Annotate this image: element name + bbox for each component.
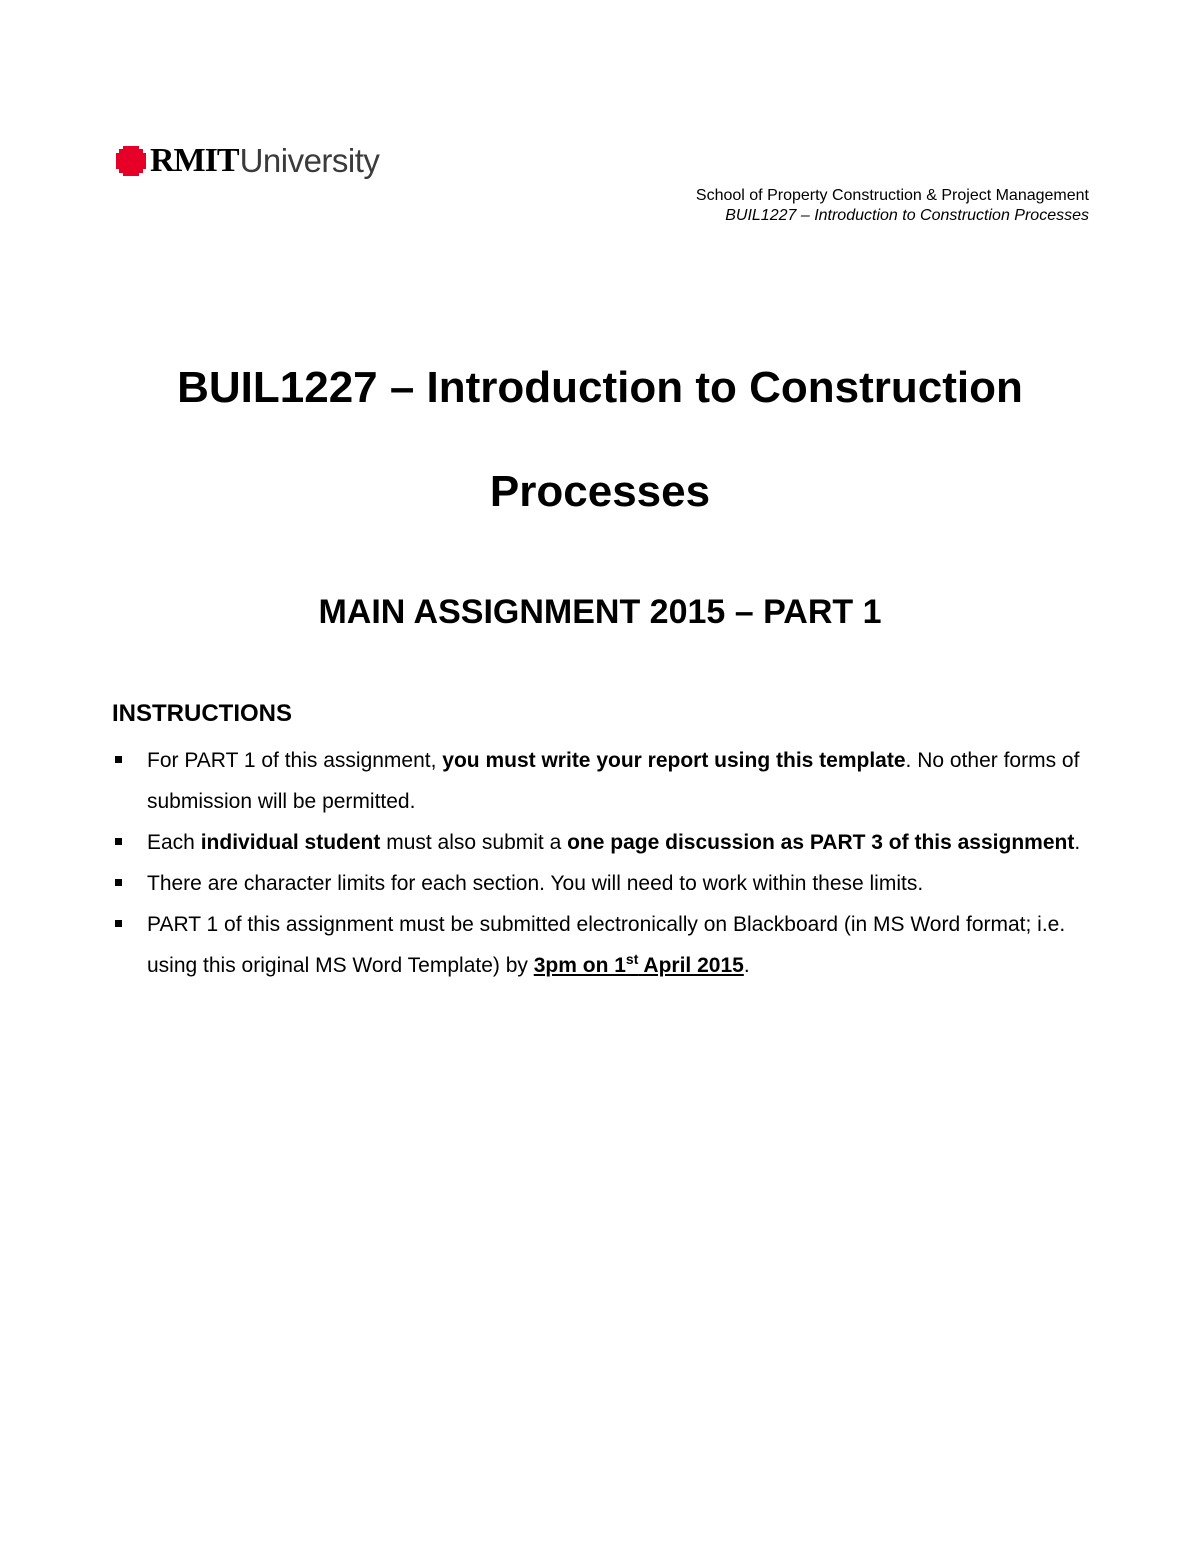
title-line-1: BUIL1227 – Introduction to Construction xyxy=(177,363,1023,412)
instruction-bold-text: one page discussion as PART 3 of this assignment xyxy=(567,831,1075,854)
bullet-icon xyxy=(115,756,122,763)
due-date-ordinal: st xyxy=(625,951,639,967)
page-title xyxy=(0,336,1200,544)
logo-rmit-text: RMIT xyxy=(150,142,239,179)
instruction-bold-text: individual student xyxy=(200,831,381,854)
due-date-part: 3pm on 1 xyxy=(533,954,626,977)
instruction-item xyxy=(112,904,1092,986)
instruction-text: Each xyxy=(147,831,201,854)
logo-university-text: University xyxy=(239,142,380,179)
instruction-item xyxy=(112,863,1092,904)
rmit-university-logo xyxy=(114,138,379,184)
due-date xyxy=(533,951,744,977)
instruction-text: For PART 1 of this assignment, xyxy=(147,749,443,772)
assignment-title: MAIN ASSIGNMENT 2015 – PART 1 xyxy=(318,593,882,631)
course-name: BUIL1227 – Introduction to Construction Processes xyxy=(725,207,1089,224)
instructions-heading: INSTRUCTIONS xyxy=(112,700,292,727)
rmit-pixel-logo-icon xyxy=(114,144,148,178)
bullet-icon xyxy=(115,879,122,886)
instructions-list xyxy=(112,740,1092,986)
instruction-text: . xyxy=(1074,831,1081,854)
instruction-text: . xyxy=(743,954,750,977)
instruction-text: PART 1 of this assignment must be submitted electronically on Blackboard (in MS Word format; i.e. using this original MS Word Template) by xyxy=(147,913,1066,977)
instruction-item xyxy=(112,822,1092,863)
header-info xyxy=(696,186,1089,226)
bullet-icon xyxy=(115,920,122,927)
instruction-text: must also submit a xyxy=(380,831,568,854)
bullet-icon xyxy=(115,838,122,845)
instruction-bold-text: you must write your report using this template xyxy=(442,749,906,772)
instruction-text: There are character limits for each section. You will need to work within these limits. xyxy=(147,872,924,895)
title-line-2: Processes xyxy=(489,467,711,516)
due-date-part: April 2015 xyxy=(638,954,744,977)
instruction-item xyxy=(112,740,1092,822)
school-name: School of Property Construction & Project Management xyxy=(695,187,1089,204)
instruction-text: . No other forms of submission will be permitted. xyxy=(147,749,1080,813)
